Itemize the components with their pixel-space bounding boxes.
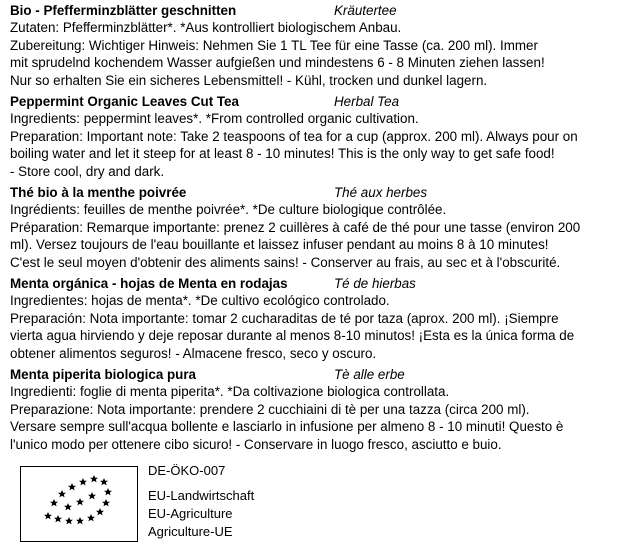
section-subtitle: Kräutertee <box>334 3 397 18</box>
text-line: Versare sempre sull'acqua bollente e lasciarlo in infusione per almeno 8 - 10 minuti! Questo è <box>10 419 564 434</box>
section-english <box>10 93 622 180</box>
section-subtitle: Té de hierbas <box>334 276 416 291</box>
text-line: Preparación: Nota importante: tomar 2 cucharaditas de té por taza (aprox. 200 ml). ¡Siempre <box>10 310 559 326</box>
certification-origin-line: EU-Agriculture <box>148 506 233 521</box>
certification-block <box>20 462 320 542</box>
text-line: Nur so erhalten Sie ein sicheres Lebensmittel! - Kühl, trocken und dunkel lagern. <box>10 72 488 88</box>
text-line: obtener alimentos seguros! - Almacene fresco, seco y oscuro. <box>10 345 377 361</box>
section-french <box>10 184 622 271</box>
section-title: Thé bio à la menthe poivrée <box>10 185 187 200</box>
text-line: l'unico modo per ottenere cibo sicuro! - Conservare in luogo fresco, asciutto e buio. <box>10 436 502 452</box>
text-line: Ingredientes: hojas de menta*. *De cultivo ecológico controlado. <box>10 293 390 308</box>
section-italian <box>10 366 622 453</box>
section-german <box>10 2 622 89</box>
text-line: Preparation: Important note: Take 2 teaspoons of tea for a cup (approx. 200 ml). Always pour on <box>10 128 578 144</box>
text-line: Preparazione: Nota importante: prendere 2 cucchiaini di tè per una tazza (circa 200 ml). <box>10 401 530 417</box>
text-line: boiling water and let it steep for at least 8 - 10 minutes! This is the only way to get safe food! <box>10 146 555 161</box>
text-line: Ingredienti: foglie di menta piperita*. *Da coltivazione biologica controllata. <box>10 384 450 399</box>
section-subtitle: Thé aux herbes <box>334 185 428 200</box>
section-header <box>10 366 622 383</box>
text-line: Préparation: Remarque importante: prenez 2 cuillères à café de thé pour une tasse (environ 200 <box>10 219 581 235</box>
text-line: Zutaten: Pfefferminzblätter*. *Aus kontrolliert biologischem Anbau. <box>10 20 402 35</box>
text-line: - Store cool, dry and dark. <box>10 163 165 179</box>
section-title: Bio - Pfefferminzblätter geschnitten <box>10 3 237 18</box>
section-title: Peppermint Organic Leaves Cut Tea <box>10 94 239 109</box>
section-subtitle: Tè alle erbe <box>334 367 405 382</box>
text-line: C'est le seul moyen d'obtenir des aliments sains! - Conserver au frais, au sec et à l'obscurité. <box>10 254 561 270</box>
certification-origin-line: Agriculture-UE <box>148 524 233 539</box>
text-line: vierta agua hirviendo y deje reposar durante al menos 8-10 minutos! ¡Esta es la única forma de <box>10 328 575 343</box>
section-subtitle: Herbal Tea <box>334 94 400 109</box>
section-header <box>10 93 622 110</box>
section-header <box>10 275 622 292</box>
certification-origin-line: EU-Landwirtschaft <box>148 488 255 503</box>
section-title: Menta orgánica - hojas de Menta en rodajas <box>10 276 288 291</box>
certification-code: DE-ÖKO-007 <box>148 463 226 478</box>
section-title: Menta piperita biologica pura <box>10 367 197 382</box>
text-line: Zubereitung: Wichtiger Hinweis: Nehmen Sie 1 TL Tee für eine Tasse (ca. 200 ml). Immer <box>10 37 538 53</box>
eu-organic-leaf-logo-icon <box>20 466 138 542</box>
text-line: ml). Versez toujours de l'eau bouillante et laissez infuser pendant au moins 8 à 10 minutes! <box>10 237 549 252</box>
section-header <box>10 2 622 19</box>
product-label <box>10 2 622 457</box>
text-line: Ingredients: peppermint leaves*. *From controlled organic cultivation. <box>10 111 419 126</box>
certification-text <box>148 462 254 541</box>
text-line: mit sprudelnd kochendem Wasser aufgießen und mindestens 6 - 8 Minuten ziehen lassen! <box>10 55 545 70</box>
section-header <box>10 184 622 201</box>
section-spanish <box>10 275 622 362</box>
text-line: Ingrédients: feuilles de menthe poivrée*. *De culture biologique contrôlée. <box>10 202 447 217</box>
